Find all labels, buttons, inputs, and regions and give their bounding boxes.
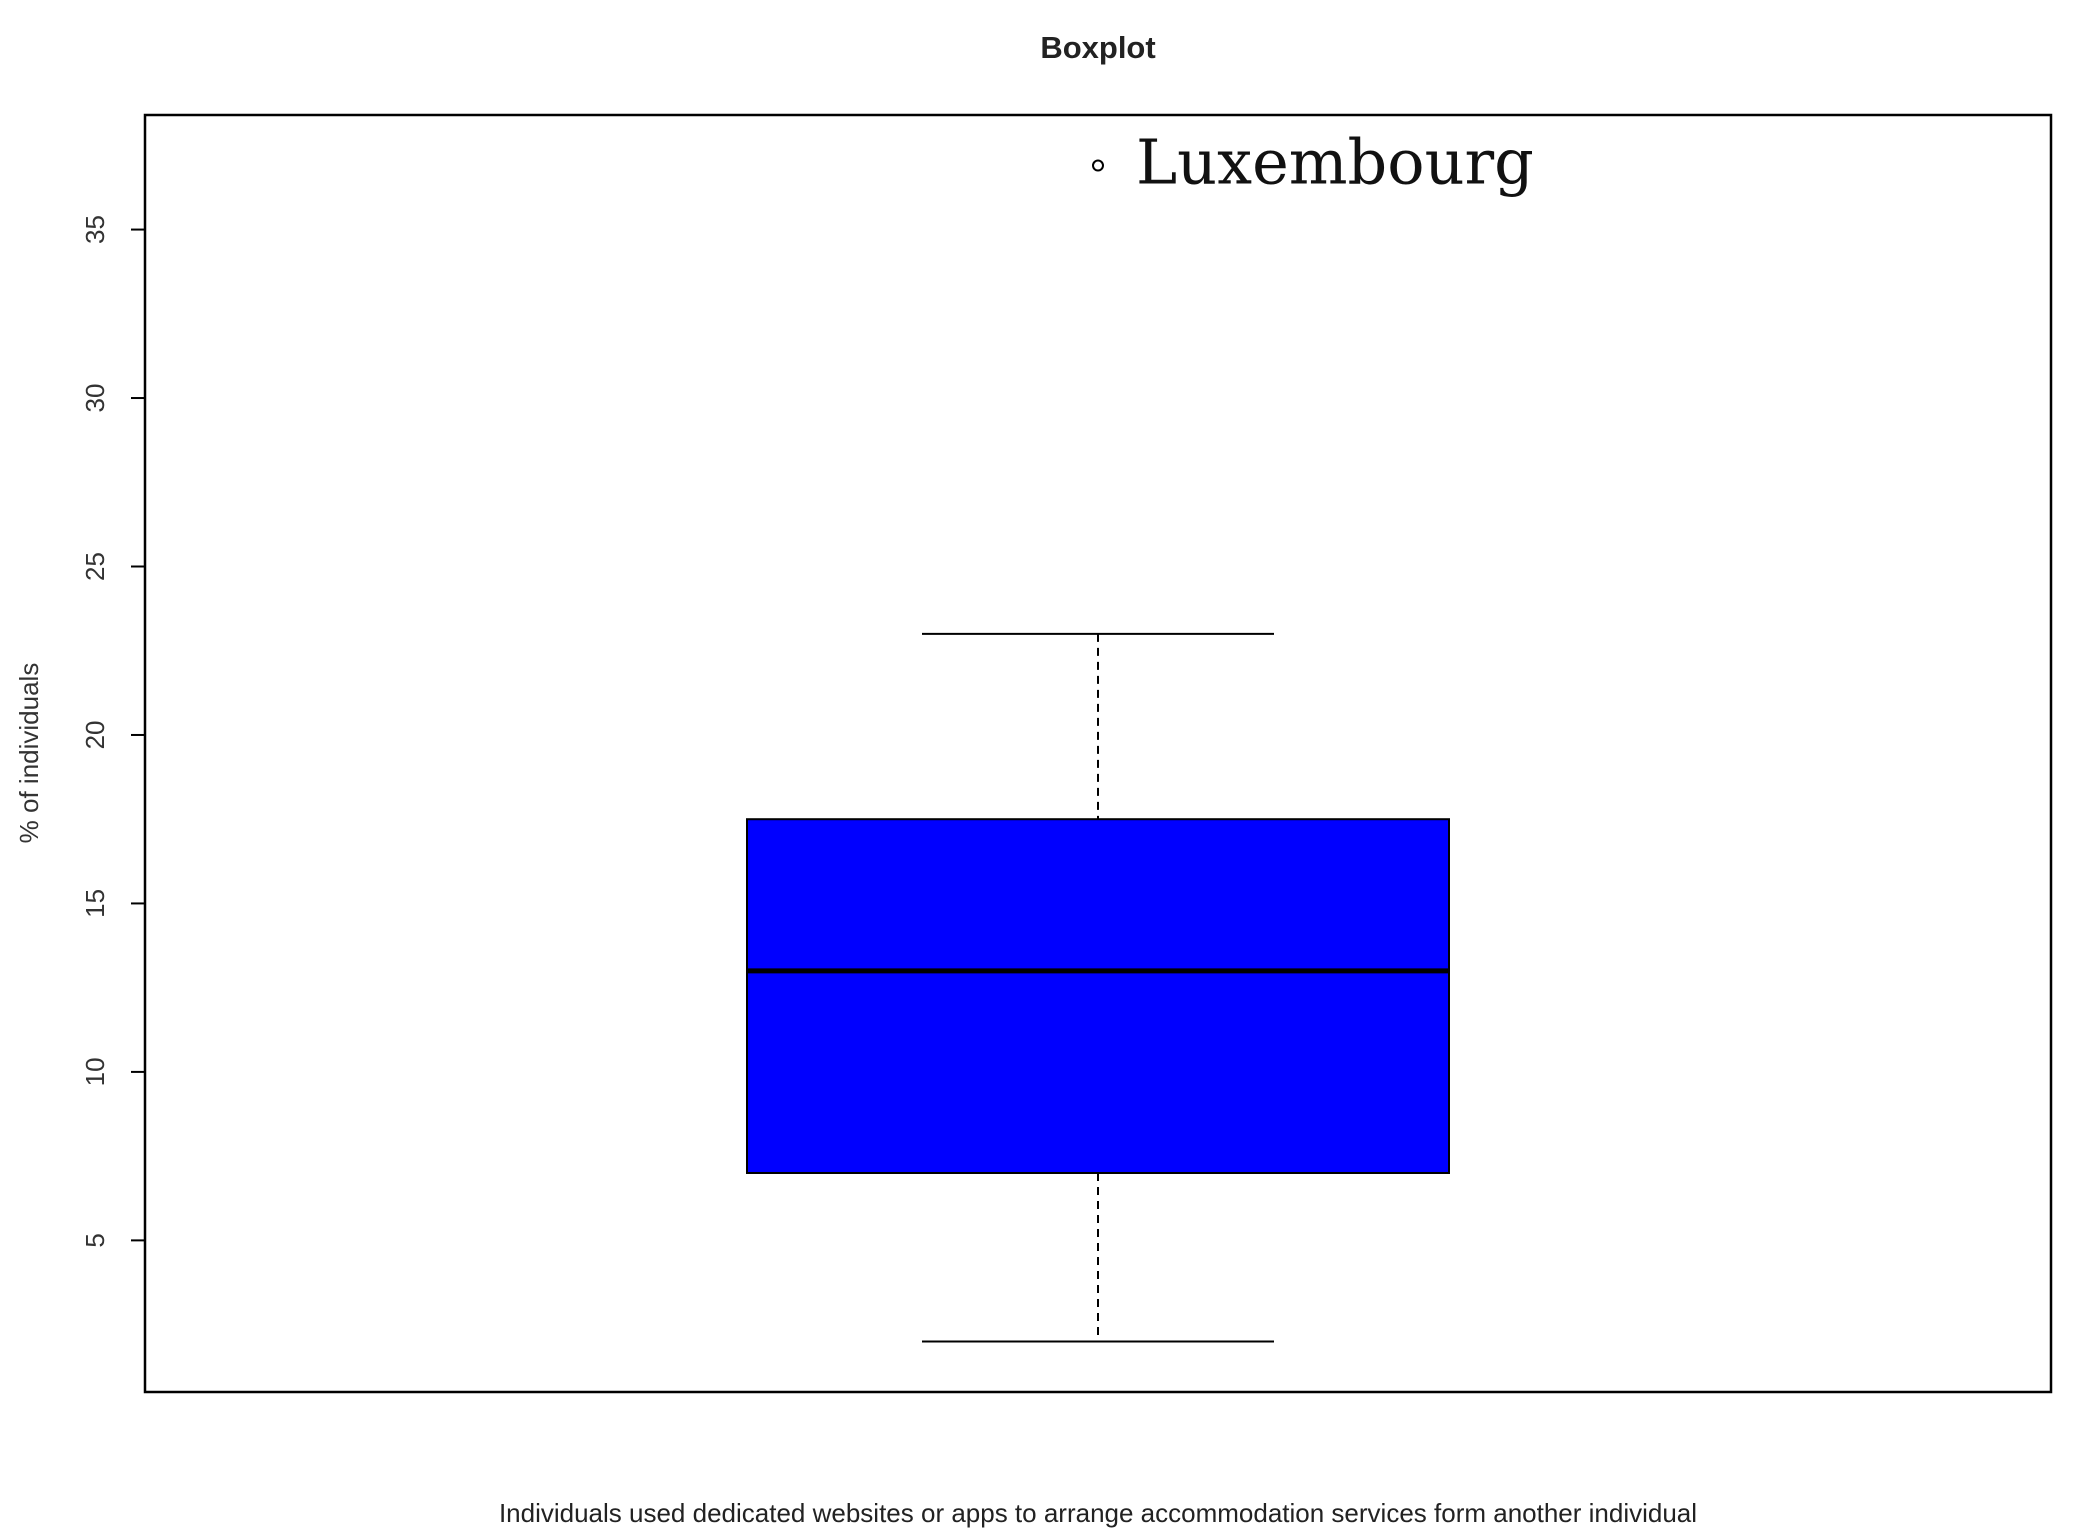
interquartile-box: [747, 819, 1449, 1173]
y-axis-label: % of individuals: [14, 662, 44, 844]
y-tick-label-10: 10: [80, 1057, 110, 1087]
y-tick-label-30: 30: [80, 383, 110, 413]
y-tick-label-5: 5: [80, 1233, 110, 1248]
x-axis-label: Individuals used dedicated websites or apps to arrange accommodation services form another individual: [498, 1498, 1698, 1528]
y-tick-label-15: 15: [80, 888, 110, 918]
y-tick-label-20: 20: [80, 720, 110, 750]
outlier-label: Luxembourg: [1136, 125, 1534, 199]
y-tick-label-35: 35: [80, 215, 110, 245]
chart-title: Boxplot: [1040, 30, 1156, 65]
outlier-point: [1093, 161, 1103, 171]
y-tick-label-25: 25: [80, 552, 110, 581]
box-group: [747, 634, 1449, 1342]
outliers: [1093, 126, 1534, 199]
y-axis: [80, 215, 145, 1248]
